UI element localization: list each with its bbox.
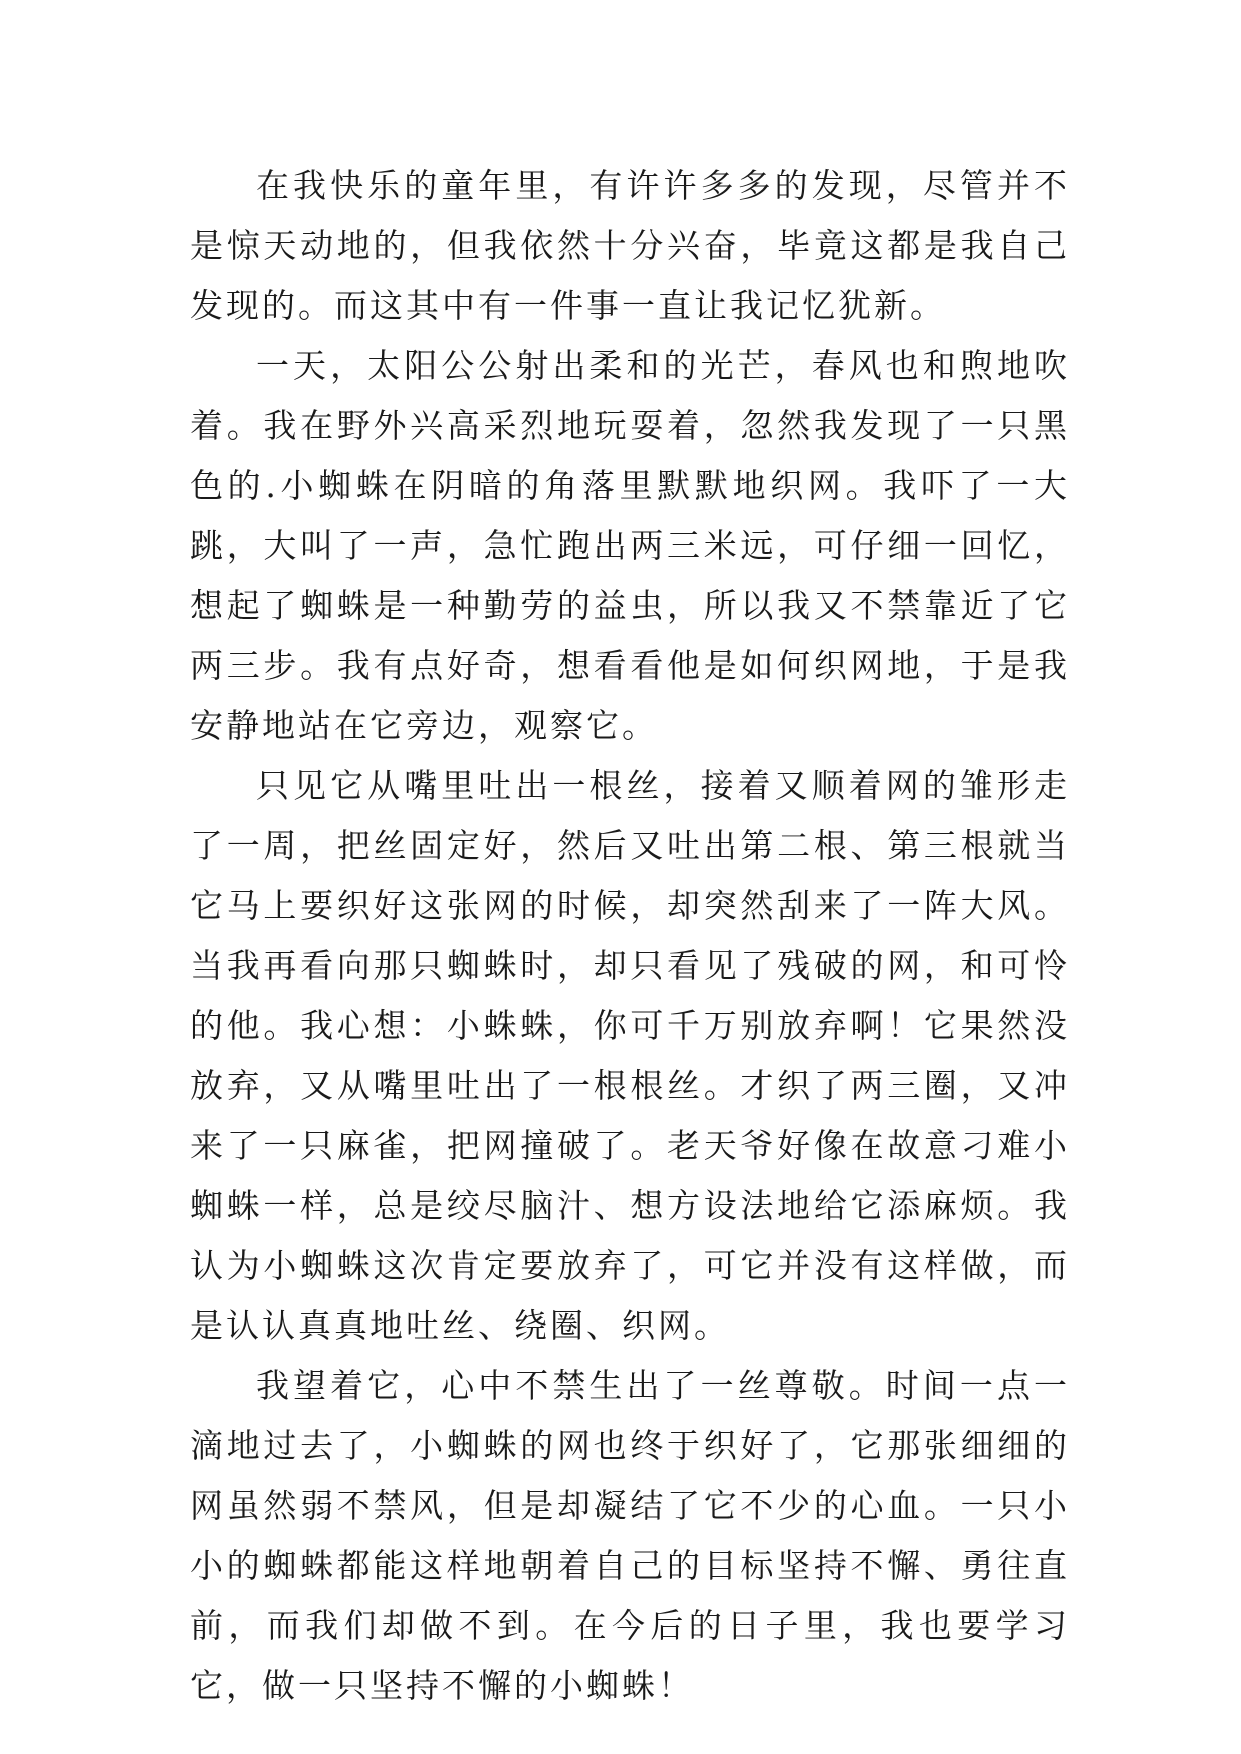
paragraph-2: 一天，太阳公公射出柔和的光芒，春风也和煦地吹着。我在野外兴高采烈地玩耍着，忽然我发现了一只黑色的.小蜘蛛在阴暗的角落里默默地织网。我吓了一大跳，大叫了一声，急忙跑出两三米远，可仔细一回忆，想起了蜘蛛是一种勤劳的益虫，所以我又不禁靠近了它两三步。我有点好奇，想看看他是如何织网地，于是我安静地站在它旁边，观察它。 xyxy=(190,346,1070,745)
paragraph-1: 在我快乐的童年里，有许许多多的发现，尽管并不是惊天动地的，但我依然十分兴奋，毕竟这都是我自己发现的。而这其中有一件事一直让我记忆犹新。 xyxy=(190,166,1070,325)
article-body xyxy=(190,156,1070,1716)
paragraph-4: 我望着它，心中不禁生出了一丝尊敬。时间一点一滴地过去了，小蜘蛛的网也终于织好了，它那张细细的网虽然弱不禁风，但是却凝结了它不少的心血。一只小小的蜘蛛都能这样地朝着自己的目标坚持不懈、勇往直前，而我们却做不到。在今后的日子里，我也要学习它，做一只坚持不懈的小蜘蛛！ xyxy=(190,1366,1070,1705)
paragraph-3: 只见它从嘴里吐出一根丝，接着又顺着网的雏形走了一周，把丝固定好，然后又吐出第二根、第三根就当它马上要织好这张网的时候，却突然刮来了一阵大风。当我再看向那只蜘蛛时，却只看见了残破的网，和可怜的他。我心想：小蛛蛛，你可千万别放弃啊！它果然没放弃，又从嘴里吐出了一根根丝。才织了两三圈，又冲来了一只麻雀，把网撞破了。老天爷好像在故意刁难小蜘蛛一样，总是绞尽脑汁、想方设法地给它添麻烦。我认为小蜘蛛这次肯定要放弃了，可它并没有这样做，而是认认真真地吐丝、绕圈、织网。 xyxy=(190,766,1070,1345)
